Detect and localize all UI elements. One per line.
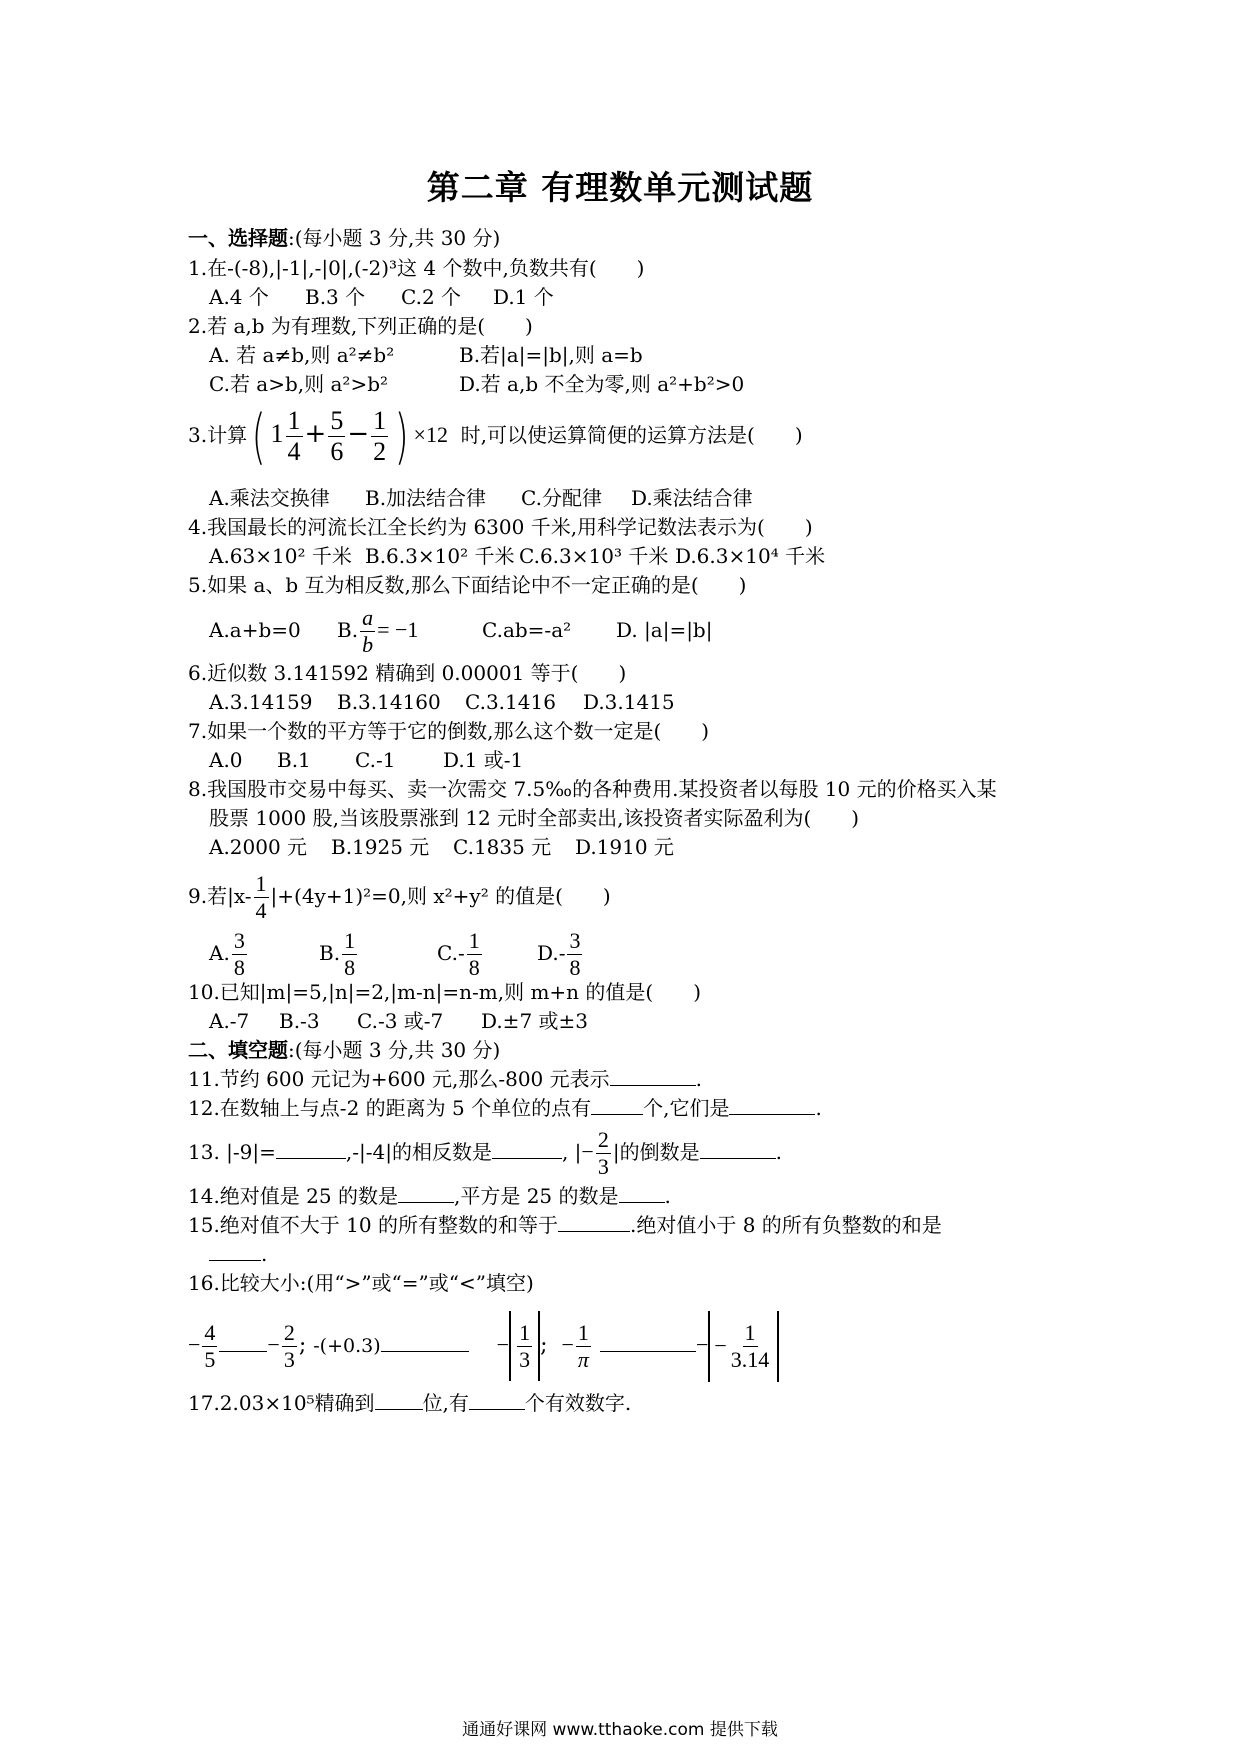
q1-option-c: C.2 个 xyxy=(401,285,462,309)
q9-a-label: A. xyxy=(209,941,230,965)
section-2-heading xyxy=(188,1037,500,1063)
q14-blank-2 xyxy=(619,1184,665,1203)
q13-text-a: 13. |-9|= xyxy=(188,1140,276,1164)
q10-option-c: C.-3 或-7 xyxy=(357,1009,444,1033)
question-13 xyxy=(188,1124,782,1180)
question-5-options xyxy=(209,602,712,658)
q5-option-b-label: B. xyxy=(337,618,359,642)
q3-fraction-1 xyxy=(286,408,303,465)
q3-times: ×12 xyxy=(413,422,448,447)
q16-e6-num: 1 xyxy=(744,1320,756,1345)
q3-suffix: 时,可以使运算简便的运算方法是( ) xyxy=(460,423,803,447)
q6-option-c: C.3.1416 xyxy=(465,690,556,714)
q3-option-b: B.加法结合律 xyxy=(365,486,487,510)
q13-blank-2 xyxy=(492,1140,562,1159)
question-5-stem: 5.如果 a、b 互为相反数,那么下面结论中不一定正确的是( ) xyxy=(188,573,747,597)
q17-text-a: 17.2.03×10⁵精确到 xyxy=(188,1391,375,1415)
question-15-line1 xyxy=(188,1212,942,1238)
q5-b-rest: = −1 xyxy=(377,617,419,642)
question-2-options-row2 xyxy=(209,371,744,397)
q16-e2-fraction xyxy=(282,1319,297,1372)
q9-a-den: 8 xyxy=(233,955,245,980)
q13-text-d: |的倒数是 xyxy=(612,1140,700,1164)
q13-blank-1 xyxy=(276,1140,346,1159)
q3-left-paren: ( xyxy=(251,401,266,472)
question-10-options xyxy=(209,1008,588,1034)
q3-right-paren: ) xyxy=(394,401,409,472)
section-2-note: :(每小题 3 分,共 30 分) xyxy=(288,1038,501,1062)
q3-fraction-3 xyxy=(371,408,388,465)
q9-num: 1 xyxy=(255,871,267,896)
q3-whole: 1 xyxy=(270,419,284,448)
q9-c-sign: - xyxy=(457,941,465,965)
q16-semicolon-2: ; xyxy=(540,1333,548,1358)
q6-option-d: D.3.1415 xyxy=(583,690,675,714)
question-6-stem: 6.近似数 3.141592 精确到 0.00001 等于( ) xyxy=(188,661,627,685)
q16-blank-2 xyxy=(381,1333,469,1352)
q15-end: . xyxy=(261,1242,268,1266)
q15-blank-1 xyxy=(558,1213,630,1232)
question-8-line1: 8.我国股市交易中每买、卖一次需交 7.5‰的各种费用.某投资者以每股 10 元的价格买入某 xyxy=(188,777,997,801)
section-1-note: :(每小题 3 分,共 30 分) xyxy=(288,226,501,250)
page-footer: 通通好课网 www.tthaoke.com 提供下载 xyxy=(462,1720,778,1740)
q12-end: . xyxy=(815,1096,822,1120)
q9-d-num: 3 xyxy=(569,928,581,953)
question-2-options-row1 xyxy=(209,342,643,368)
q17-text-c: 个有效数字. xyxy=(524,1391,632,1415)
q7-option-a: A.0 xyxy=(209,748,243,772)
q9-b-num: 1 xyxy=(344,928,356,953)
q8-option-c: C.1835 元 xyxy=(453,835,552,859)
q5-option-b-fraction xyxy=(360,607,375,656)
q16-blank-1 xyxy=(219,1333,267,1352)
q1-option-a: A.4 个 xyxy=(209,285,269,309)
q16-e2-sign: − xyxy=(267,1332,280,1357)
q15-blank-2 xyxy=(209,1242,261,1261)
question-1-options xyxy=(209,284,554,310)
q16-e1-num: 4 xyxy=(204,1319,216,1345)
q16-e4-den: 3 xyxy=(519,1346,531,1372)
q2-option-b: B.若|a|=|b|,则 a=b xyxy=(459,343,643,367)
q10-option-a: A.-7 xyxy=(209,1009,250,1033)
q5-option-d: D. |a|=|b| xyxy=(616,618,713,642)
q3-option-a: A.乘法交换律 xyxy=(209,486,330,510)
question-16-expressions xyxy=(188,1310,779,1382)
q9-b-fraction xyxy=(342,930,357,979)
q16-blank-3 xyxy=(600,1333,696,1352)
q3-minus: − xyxy=(347,419,370,449)
q4-option-c: C.6.3×10³ 千米 xyxy=(519,544,669,568)
q3-f2-den: 6 xyxy=(330,437,344,466)
question-4-options xyxy=(209,543,825,569)
question-8-options xyxy=(209,834,674,860)
q14-text-a: 14.绝对值是 25 的数是 xyxy=(188,1184,398,1208)
question-17 xyxy=(188,1390,631,1416)
q16-e2-num: 2 xyxy=(283,1319,295,1345)
q5-option-c: C.ab=-a² xyxy=(482,618,572,642)
q3-f2-num: 5 xyxy=(330,406,344,435)
q14-text-b: ,平方是 25 的数是 xyxy=(453,1184,619,1208)
question-2-stem: 2.若 a,b 为有理数,下列正确的是( ) xyxy=(188,314,533,338)
q12-text-a: 12.在数轴上与点-2 的距离为 5 个单位的点有 xyxy=(188,1096,592,1120)
q7-option-c: C.-1 xyxy=(355,748,396,772)
q9-suffix: |+(4y+1)²=0,则 x²+y² 的值是( ) xyxy=(270,884,611,908)
question-4-stem: 4.我国最长的河流长江全长约为 6300 千米,用科学记数法表示为( ) xyxy=(188,515,813,539)
q10-option-d: D.±7 或±3 xyxy=(481,1009,589,1033)
q3-f3-num: 1 xyxy=(373,406,387,435)
page-title: 第二章 有理数单元测试题 xyxy=(426,168,814,207)
q9-den: 4 xyxy=(255,898,267,923)
q2-option-c: C.若 a>b,则 a²>b² xyxy=(209,372,389,396)
q9-d-sign: - xyxy=(558,941,566,965)
q15-text-a: 15.绝对值不大于 10 的所有整数的和等于 xyxy=(188,1213,558,1237)
q4-option-b: B.6.3×10² 千米 xyxy=(365,544,515,568)
q6-option-b: B.3.14160 xyxy=(337,690,441,714)
q13-text-b: ,-|-4|的相反数是 xyxy=(345,1140,492,1164)
q5-option-a: A.a+b=0 xyxy=(209,618,301,642)
q14-blank-1 xyxy=(398,1184,454,1203)
q17-text-b: 位,有 xyxy=(422,1391,469,1415)
q16-e6-absolute xyxy=(708,1311,779,1382)
q13-sign: − xyxy=(581,1139,594,1164)
q9-a-fraction xyxy=(232,930,247,979)
q15-text-b: .绝对值小于 8 的所有负整数的和是 xyxy=(629,1213,942,1237)
q16-e6-inner-sign: − xyxy=(714,1332,727,1358)
question-15-line2 xyxy=(209,1241,267,1267)
q8-option-b: B.1925 元 xyxy=(331,835,430,859)
q3-option-c: C.分配律 xyxy=(521,486,602,510)
q12-text-b: 个,它们是 xyxy=(643,1096,730,1120)
q9-d-fraction xyxy=(567,930,582,979)
q4-option-a: A.63×10² 千米 xyxy=(209,544,352,568)
question-10-stem: 10.已知|m|=5,|n|=2,|m-n|=n-m,则 m+n 的值是( ) xyxy=(188,980,702,1004)
question-16-stem: 16.比较大小:(用“>”或“=”或“<”填空) xyxy=(188,1271,534,1295)
q3-f1-num: 1 xyxy=(287,406,301,435)
q16-e5-fraction xyxy=(576,1319,591,1372)
section-2-label: 二、填空题 xyxy=(188,1038,288,1062)
question-1-stem: 1.在-(-8),|-1|,-|0|,(-2)³这 4 个数中,负数共有( ) xyxy=(188,256,645,280)
question-6-options xyxy=(209,689,675,715)
q12-blank-2 xyxy=(729,1096,815,1115)
q13-end: . xyxy=(775,1140,782,1164)
q9-d-den: 8 xyxy=(569,955,581,980)
q3-f3-den: 2 xyxy=(373,437,387,466)
question-14 xyxy=(188,1183,671,1209)
q13-fraction xyxy=(596,1129,611,1178)
q13-num: 2 xyxy=(597,1127,609,1152)
q7-option-b: B.1 xyxy=(277,748,311,772)
q3-plus: + xyxy=(304,419,327,449)
q11-end: . xyxy=(695,1067,702,1091)
q9-option-a xyxy=(209,925,319,981)
question-9-options xyxy=(209,925,584,981)
question-3-stem xyxy=(188,402,803,472)
q4-option-d: D.6.3×10⁴ 千米 xyxy=(675,544,826,568)
q12-blank-1 xyxy=(591,1096,643,1115)
q13-blank-3 xyxy=(700,1140,776,1159)
q8-option-a: A.2000 元 xyxy=(209,835,308,859)
q16-e4-num: 1 xyxy=(519,1319,531,1345)
section-1-heading xyxy=(188,225,500,251)
q3-f1-den: 4 xyxy=(287,437,301,466)
q9-c-num: 1 xyxy=(468,928,480,953)
q16-e5-den: π xyxy=(577,1346,589,1372)
q11-text: 11.节约 600 元记为+600 元,那么-800 元表示 xyxy=(188,1067,610,1091)
q9-b-den: 8 xyxy=(344,955,356,980)
q2-option-d: D.若 a,b 不全为零,则 a²+b²>0 xyxy=(459,372,745,396)
q17-blank-2 xyxy=(469,1391,525,1410)
question-12 xyxy=(188,1095,822,1121)
q9-fraction xyxy=(254,873,269,922)
q13-den: 3 xyxy=(597,1154,609,1179)
q16-e4-sign: − xyxy=(496,1332,510,1357)
q1-option-b: B.3 个 xyxy=(305,285,366,309)
q16-e6-sign: − xyxy=(695,1332,709,1357)
q16-e3: -(+0.3) xyxy=(313,1335,381,1357)
q5-option-b xyxy=(337,602,482,658)
q16-semicolon-1: ; xyxy=(298,1333,307,1358)
q16-e5-num: 1 xyxy=(577,1319,589,1345)
question-9-stem xyxy=(188,868,611,924)
q16-e4-absolute xyxy=(509,1311,540,1381)
q3-prefix: 3.计算 xyxy=(188,423,248,447)
q9-d-label: D. xyxy=(537,941,559,965)
q1-option-d: D.1 个 xyxy=(493,285,554,309)
q9-b-label: B. xyxy=(319,941,341,965)
q16-e6-fraction xyxy=(729,1322,772,1371)
section-1-label: 一、选择题 xyxy=(188,226,288,250)
q13-text-c: , | xyxy=(561,1140,582,1164)
q11-answer-blank xyxy=(610,1067,696,1086)
q9-prefix: 9.若|x- xyxy=(188,884,252,908)
q9-option-b xyxy=(319,925,437,981)
question-8-line2: 股票 1000 股,当该股票涨到 12 元时全部卖出,该投资者实际盈利为( ) xyxy=(209,806,860,830)
question-11 xyxy=(188,1066,702,1092)
q16-e5-sign: − xyxy=(561,1332,574,1357)
q9-option-c xyxy=(437,925,537,981)
question-7-stem: 7.如果一个数的平方等于它的倒数,那么这个数一定是( ) xyxy=(188,719,710,743)
q10-option-b: B.-3 xyxy=(279,1009,320,1033)
q16-e2-den: 3 xyxy=(283,1346,295,1372)
q7-option-d: D.1 或-1 xyxy=(443,748,524,772)
q9-a-num: 3 xyxy=(233,928,245,953)
q3-fraction-2 xyxy=(328,408,345,465)
q16-e6-den: 3.14 xyxy=(730,1347,770,1372)
q16-e1-fraction xyxy=(202,1319,217,1372)
q16-e1-den: 5 xyxy=(204,1346,216,1372)
q16-e1-sign: − xyxy=(188,1332,201,1357)
q3-option-d: D.乘法结合律 xyxy=(631,486,753,510)
q2-option-a: A. 若 a≠b,则 a²≠b² xyxy=(209,343,395,367)
q5-b-num: a xyxy=(362,605,374,630)
q17-blank-1 xyxy=(375,1391,423,1410)
q9-c-fraction xyxy=(467,930,482,979)
question-7-options xyxy=(209,747,523,773)
q8-option-d: D.1910 元 xyxy=(575,835,674,859)
question-3-options xyxy=(209,485,753,511)
q6-option-a: A.3.14159 xyxy=(209,690,313,714)
q9-c-den: 8 xyxy=(468,955,480,980)
q14-end: . xyxy=(664,1184,671,1208)
q9-c-label: C. xyxy=(437,941,458,965)
q5-b-den: b xyxy=(362,632,374,657)
q16-e4-fraction xyxy=(517,1319,532,1372)
q9-option-d xyxy=(537,925,584,981)
